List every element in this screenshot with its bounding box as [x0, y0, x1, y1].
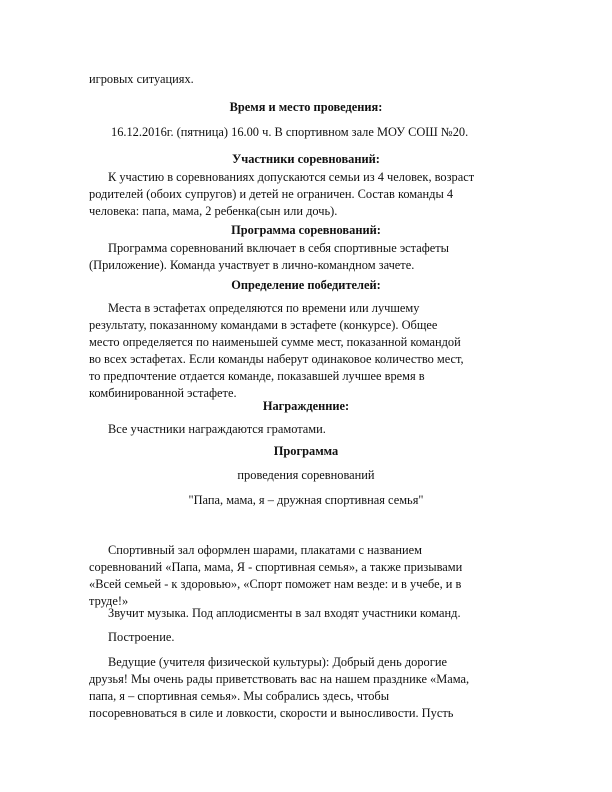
lineup-text: Построение.: [108, 630, 175, 644]
time-place-heading: Время и место проведения:: [229, 100, 383, 114]
hosts-paragraph: [89, 654, 529, 722]
music-text: Звучит музыка. Под аплодисменты в зал входят участники команд.: [108, 606, 461, 620]
time-place-text: 16.12.2016г. (пятница) 16.00 ч. В спортивном зале МОУ СОШ №20.: [111, 125, 469, 139]
hall-paragraph: [89, 542, 529, 610]
paragraph-line: Программа соревнований включает в себя спортивные эстафеты: [108, 241, 449, 255]
paragraph-line: друзья! Мы очень рады приветствовать вас на нашем празднике «Мама,: [89, 672, 470, 686]
program-paragraph: [89, 240, 529, 274]
paragraph-line: посоревноваться в силе и ловкости, скорости и выносливости. Пусть: [89, 706, 454, 720]
paragraph-line: папа, я – спортивная семья». Мы собрались здесь, чтобы: [89, 689, 390, 703]
paragraph-line: место определяется по наименьшей сумме мест, показанной командой: [89, 335, 461, 349]
paragraph-line: комбинированной эстафете.: [89, 386, 237, 400]
program-subtitle: проведения соревнований: [237, 468, 375, 482]
winners-heading: Определение победителей:: [231, 278, 381, 292]
awards-heading: Награжденние:: [262, 399, 350, 413]
paragraph-line: (Приложение). Команда участвует в лично-командном зачете.: [89, 258, 415, 272]
program-heading: Программа соревнований:: [231, 223, 381, 237]
paragraph-line: труде!»: [89, 594, 129, 608]
paragraph-line: К участию в соревнованиях допускаются семьи из 4 человек, возраст: [108, 170, 475, 184]
continuation-text: игровых ситуациях.: [89, 72, 194, 86]
paragraph-line: Места в эстафетах определяются по времени или лучшему: [108, 301, 420, 315]
paragraph-line: Спортивный зал оформлен шарами, плакатами с названием: [108, 543, 422, 557]
program-title: Программа: [273, 444, 339, 458]
paragraph-line: результату, показанному командами в эстафете (конкурсе). Общее: [89, 318, 438, 332]
event-name: "Папа, мама, я – дружная спортивная семья": [188, 493, 424, 507]
paragraph-line: человека: папа, мама, 2 ребенка(сын или дочь).: [89, 204, 338, 218]
paragraph-line: во всех эстафетах. Если команды наберут одинаковое количество мест,: [89, 352, 464, 366]
paragraph-line: соревнований «Папа, мама, Я - спортивная семья», а также призывами: [89, 560, 463, 574]
paragraph-line: то предпочтение отдается команде, показавшей лучшее время в: [89, 369, 425, 383]
paragraph-line: «Всей семьей - к здоровью», «Спорт поможет нам везде: и в учебе, и в: [89, 577, 462, 591]
participants-heading: Участники соревнований:: [232, 152, 380, 166]
paragraph-line: Ведущие (учителя физической культуры): Добрый день дорогие: [108, 655, 447, 669]
winners-paragraph: [89, 300, 529, 402]
paragraph-line: родителей (обоих супругов) и детей не ограничен. Состав команды 4: [89, 187, 454, 201]
participants-paragraph: [89, 169, 529, 220]
awards-text: Все участники награждаются грамотами.: [108, 422, 326, 436]
